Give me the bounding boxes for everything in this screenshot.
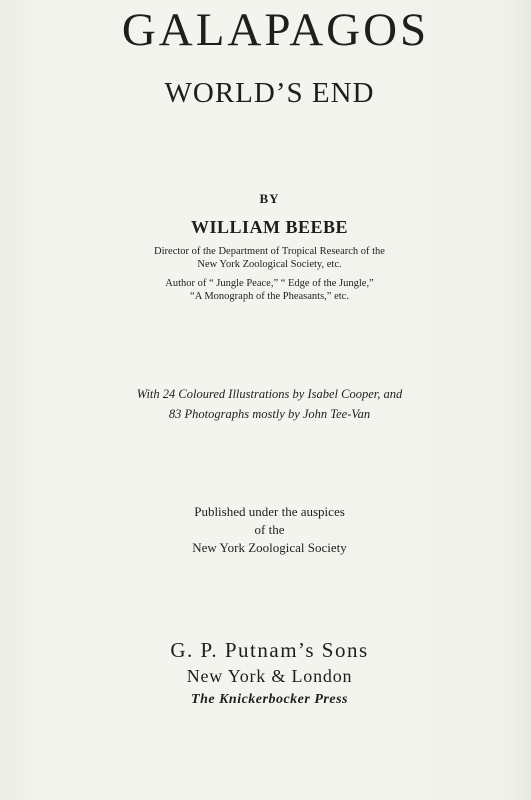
publisher-place: New York & London [186,666,353,686]
byline: BY [259,191,280,206]
auspices-line: New York Zoological Society [192,540,347,555]
author-credential-line: New York Zoological Society, etc. [197,259,342,270]
author-name: WILLIAM BEEBE [190,217,349,237]
illustrations-note-line: 83 Photographs mostly by John Tee-Van [168,407,371,421]
press-name: The Knickerbocker Press [191,692,348,707]
author-credential-line: Director of the Department of Tropical Research of the [154,246,385,257]
book-subtitle: WORLD’S END [164,77,375,109]
book-title: GALAPAGOS [121,4,430,56]
author-works-line: “A Monograph of the Pheasants,” etc. [190,291,349,302]
auspices-line: of the [254,522,285,537]
author-works-line: Author of “ Jungle Peace,” “ Edge of the Jungle,” [165,278,374,289]
illustrations-note-line: With 24 Coloured Illustrations by Isabel Cooper, and [136,387,403,401]
auspices-line: Published under the auspices [194,504,345,519]
publisher-name: G. P. Putnam’s Sons [170,638,369,662]
